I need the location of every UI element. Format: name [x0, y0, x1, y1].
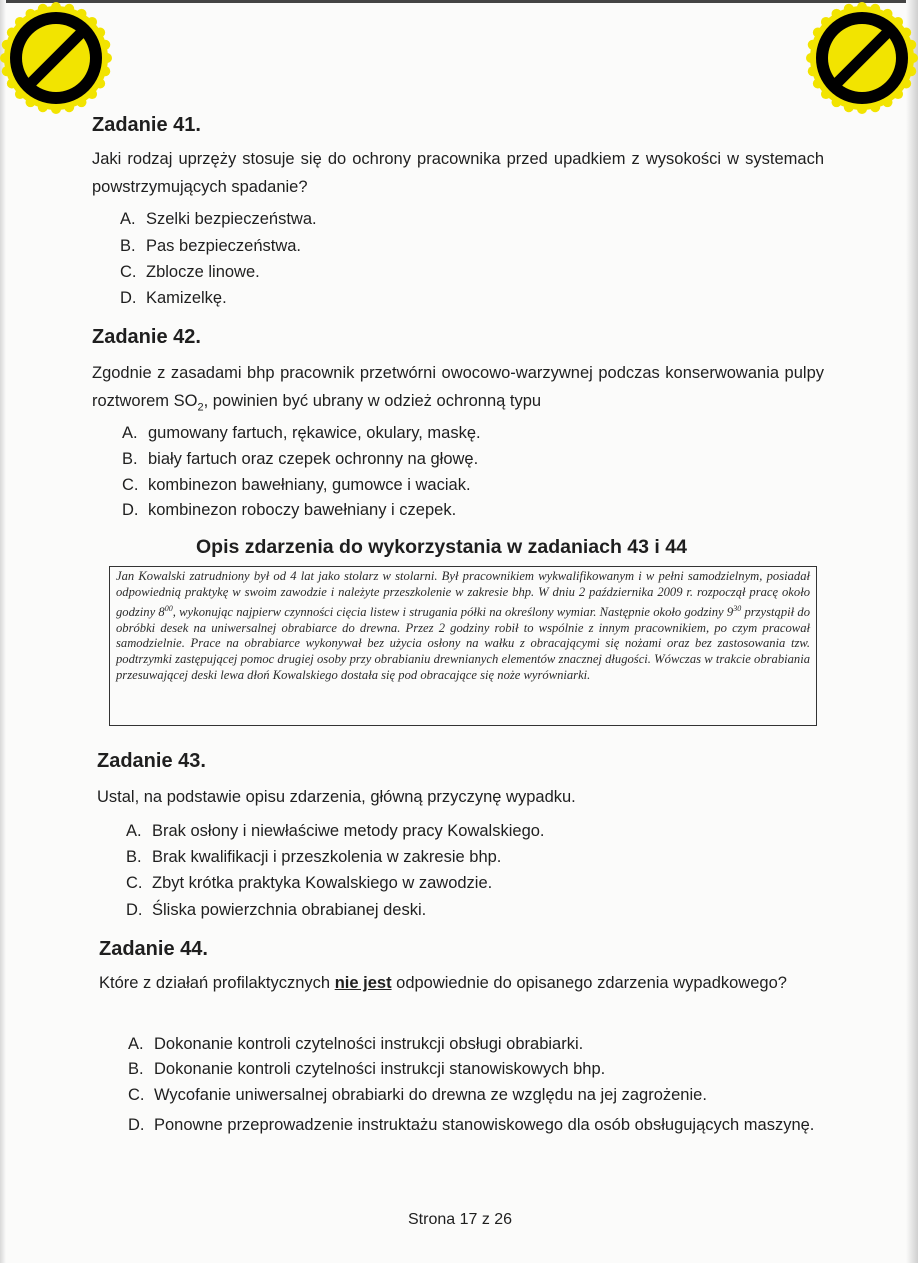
option-letter: D.: [128, 1116, 145, 1134]
task-41-option-b: [120, 237, 301, 256]
option-letter: B.: [126, 848, 142, 866]
option-text: Kamizelkę.: [146, 289, 227, 307]
option-letter: A.: [128, 1035, 144, 1053]
task-41-option-d: [120, 289, 227, 308]
option-letter: B.: [120, 237, 136, 255]
option-text: Brak osłony i niewłaściwe metody pracy Kowalskiego.: [152, 822, 545, 840]
option-letter: A.: [126, 822, 142, 840]
option-text: kombinezon bawełniany, gumowce i waciak.: [148, 476, 471, 494]
scan-edge-top: [0, 0, 918, 3]
option-text: Pas bezpieczeństwa.: [146, 237, 302, 255]
task-44-option-d: [128, 1110, 828, 1140]
task-43-title: Zadanie 43.: [97, 750, 206, 772]
task-41-title: Zadanie 41.: [92, 114, 201, 136]
task-42-option-d: [122, 501, 456, 520]
option-letter: B.: [122, 450, 138, 468]
task-44-option-c: [128, 1086, 707, 1105]
task-44-title: Zadanie 44.: [99, 938, 208, 960]
incident-text-b: , wykonując najpierw czynności cięcia listew i strugania półki na określony wymiar. Następnie około godziny 9: [172, 604, 734, 619]
option-letter: A.: [120, 210, 136, 228]
task-44-option-b: [128, 1060, 605, 1079]
incident-description-box: [109, 566, 817, 726]
option-letter: A.: [122, 424, 138, 442]
task-43-option-c: [126, 874, 492, 893]
question-text-1: Zgodnie z zasadami bhp pracownik przetwórni owocowo-warzywnej podczas konserwowania pulpy roztworem SO: [92, 364, 824, 410]
task-43-option-d: [126, 901, 426, 920]
question-text-1: Które z działań profilaktycznych: [99, 974, 335, 992]
incident-text-a: Jan Kowalski zatrudniony był od 4 lat jako stolarz w stolarni. Był pracownikiem wykwalifikowanym i w pełni samodzielnym, posiadał odpowiednią praktykę w swoim zawodzie i należyte przeszkolenie w zakresie bhp. W dniu 2 października 2009 r. rozpoczął pracę około godziny 8: [116, 569, 810, 619]
option-letter: D.: [120, 289, 137, 307]
option-text: kombinezon roboczy bawełniany i czepek.: [148, 501, 457, 519]
no-entry-stamp-icon: [806, 2, 918, 114]
option-text: Dokonanie kontroli czytelności instrukcji stanowiskowych bhp.: [154, 1060, 606, 1078]
task-43-question: Ustal, na podstawie opisu zdarzenia, główną przyczynę wypadku.: [97, 788, 576, 806]
option-text: Szelki bezpieczeństwa.: [146, 210, 317, 228]
incident-sup-1: 00: [164, 603, 173, 613]
no-entry-stamp-icon: [0, 2, 112, 114]
option-text: Wycofanie uniwersalnej obrabiarki do drewna ze względu na jej zagrożenie.: [154, 1086, 707, 1104]
page-number: Strona 17 z 26: [408, 1211, 513, 1228]
task-42-question: [92, 359, 824, 421]
option-letter: D.: [126, 901, 143, 919]
incident-heading: Opis zdarzenia do wykorzystania w zadaniach 43 i 44: [196, 536, 687, 558]
scan-edge-right: [906, 0, 918, 1263]
option-text: Śliska powierzchnia obrabianej deski.: [152, 901, 427, 919]
option-letter: C.: [122, 476, 139, 494]
task-43-option-b: [126, 848, 501, 867]
option-text: Zbyt krótka praktyka Kowalskiego w zawodzie.: [152, 874, 493, 892]
question-text-2: odpowiednie do opisanego zdarzenia wypadkowego?: [391, 974, 787, 992]
task-43-option-a: [126, 822, 545, 841]
task-44-option-a: [128, 1035, 583, 1054]
scan-edge-left: [0, 0, 6, 1263]
incident-sup-2: 30: [733, 603, 742, 613]
task-41-option-c: [120, 263, 260, 282]
task-42-option-b: [122, 450, 478, 469]
incident-text-c: przystąpił do obróbki desek na uniwersalnej obrabiarce do drewna. Przez 2 godziny robił to wspólnie z innym pracownikiem, po czym pracował samodzielnie. Prace na obrabiarce wykonywał bez użycia osłony na wałku z obracającymi się nożami oraz bez zastosowania tzw. podtrzymki zastępującej pomoc drugiej osoby przy obrabianiu drewnianych elementów znacznej długości. Wówczas w trakcie obrabiania przesuwającej deski lewa dłoń Kowalskiego dostała się pod obracające się noże wyrówniarki.: [116, 604, 810, 682]
option-letter: C.: [120, 263, 137, 281]
option-text: Brak kwalifikacji i przeszkolenia w zakresie bhp.: [152, 848, 502, 866]
option-letter: B.: [128, 1060, 144, 1078]
option-text: Dokonanie kontroli czytelności instrukcji obsługi obrabiarki.: [154, 1035, 584, 1053]
task-42-option-c: [122, 476, 471, 495]
option-letter: D.: [122, 501, 139, 519]
option-text: gumowany fartuch, rękawice, okulary, maskę.: [148, 424, 481, 442]
task-41-option-a: [120, 210, 317, 229]
task-41-question: Jaki rodzaj uprzęży stosuje się do ochrony pracownika przed upadkiem z wysokości w systemach powstrzymujących spadanie?: [92, 150, 824, 196]
subscript-2: 2: [197, 401, 204, 414]
option-letter: C.: [126, 874, 143, 892]
task-42-title: Zadanie 42.: [92, 326, 201, 348]
option-letter: C.: [128, 1086, 145, 1104]
option-text: Zblocze linowe.: [146, 263, 260, 281]
option-text: Ponowne przeprowadzenie instruktażu stanowiskowego dla osób obsługujących maszynę.: [154, 1116, 815, 1134]
option-text: biały fartuch oraz czepek ochronny na głowę.: [148, 450, 479, 468]
task-42-option-a: [122, 424, 481, 443]
task-44-question: [99, 969, 829, 997]
question-emphasis: nie jest: [334, 974, 392, 992]
question-text-2: , powinien być ubrany w odzież ochronną typu: [203, 392, 542, 410]
